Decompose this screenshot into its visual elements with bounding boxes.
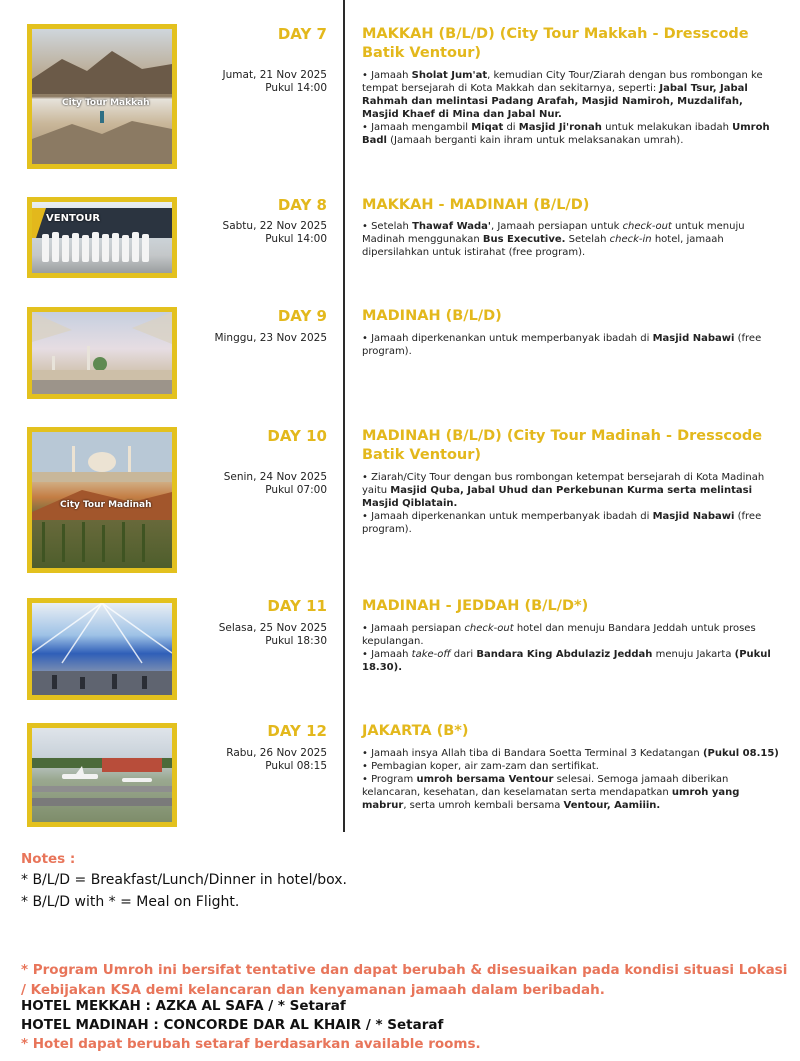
day-8-title: MAKKAH - MADINAH (B/L/D) bbox=[362, 197, 590, 213]
day-10-description: • Ziarah/City Tour dengan bus rombongan ketempat bersejarah di Kota Madinah yaitu Masjid Quba, Jabal Uhud dan Perkebunan Kurma serta melintasi Masjid Qiblatain. • Jamaah diperkenankan untuk memperbanyak ibadah di Masjid Nabawi (free program). bbox=[362, 472, 765, 535]
day-8-label: DAY 8 bbox=[277, 196, 327, 214]
day-11-label: DAY 11 bbox=[267, 597, 327, 615]
day-7-label: DAY 7 bbox=[277, 25, 327, 43]
day-11-photo bbox=[27, 598, 177, 700]
day-7-description: • Jamaah Sholat Jum'at, kemudian City Tour/Ziarah dengan bus rombongan ke tempat bersejarah di Kota Makkah dan sekitarnya, seperti: Jabal Tsur, Jabal Rahmah dan melintasi Padang Arafah, Masjid Namiroh, Muzdalifah, Masjid Khaef di Mina dan Jabal Nur. • Jamaah mengambil Miqat di Masjid Ji'ronah untuk melakukan ibadah Umroh Badl (Jamaah berganti kain ihram untuk melaksanakan umrah). bbox=[362, 70, 770, 146]
note-line-2: * B/L/D with * = Meal on Flight. bbox=[21, 894, 240, 910]
day-7-title: MAKKAH (B/L/D) (City Tour Makkah - Dresscode Batik Ventour) bbox=[362, 26, 749, 61]
day-9-label: DAY 9 bbox=[277, 307, 327, 325]
day-12-label: DAY 12 bbox=[267, 722, 327, 740]
day-8-photo bbox=[27, 197, 177, 278]
day-10-photo-caption: City Tour Madinah bbox=[60, 500, 152, 510]
disclaimer-text: * Program Umroh ini bersifat tentative dan dapat berubah & disesuaikan pada kondisi situasi Lokasi / Kebijakan KSA demi kelancaran dan kenyamanan jamaah dalam beribadah. bbox=[21, 962, 788, 998]
hotel-mekkah: HOTEL MEKKAH : AZKA AL SAFA / * Setaraf bbox=[21, 998, 346, 1014]
day-11-date: Selasa, 25 Nov 2025 Pukul 18:30 bbox=[218, 622, 327, 647]
note-line-1: * B/L/D = Breakfast/Lunch/Dinner in hotel/box. bbox=[21, 872, 347, 888]
day-12-date: Rabu, 26 Nov 2025 Pukul 08:15 bbox=[226, 747, 327, 772]
day-10-date: Senin, 24 Nov 2025 Pukul 07:00 bbox=[223, 471, 327, 496]
day-10-label: DAY 10 bbox=[267, 427, 327, 445]
day-11-title: MADINAH - JEDDAH (B/L/D*) bbox=[362, 598, 589, 614]
notes-title: Notes : bbox=[21, 851, 76, 867]
hotel-note: * Hotel dapat berubah setaraf berdasarkan available rooms. bbox=[21, 1036, 481, 1052]
day-9-date: Minggu, 23 Nov 2025 bbox=[214, 332, 327, 344]
day-7-photo-caption: City Tour Makkah bbox=[62, 98, 150, 108]
day-9-photo bbox=[27, 307, 177, 399]
day-12-photo bbox=[27, 723, 177, 827]
day-12-description: • Jamaah insya Allah tiba di Bandara Soetta Terminal 3 Kedatangan (Pukul 08.15) • Pembagian koper, air zam-zam dan sertifikat. • Program umroh bersama Ventour selesai. Semoga jamaah diberikan kelancaran, kesehatan, dan keselamatan serta mendapatkan umroh yang mabrur, serta umroh kembali bersama Ventour, Aamiiin. bbox=[362, 748, 779, 811]
day-9-description: • Jamaah diperkenankan untuk memperbanyak ibadah di Masjid Nabawi (free program). bbox=[362, 333, 762, 357]
day-10-title: MADINAH (B/L/D) (City Tour Madinah - Dresscode Batik Ventour) bbox=[362, 428, 763, 463]
day-9-title: MADINAH (B/L/D) bbox=[362, 308, 502, 324]
day-12-title: JAKARTA (B*) bbox=[362, 723, 469, 739]
day-11-description: • Jamaah persiapan check-out hotel dan menuju Bandara Jeddah untuk proses kepulangan. • Jamaah take-off dari Bandara King Abdulaziz Jeddah menuju Jakarta (Pukul 18.30). bbox=[362, 623, 771, 673]
timeline-divider bbox=[343, 0, 345, 832]
day-10-photo bbox=[27, 427, 177, 573]
day-8-photo-caption: VENTOUR bbox=[46, 213, 101, 224]
hotel-madinah: HOTEL MADINAH : CONCORDE DAR AL KHAIR / * Setaraf bbox=[21, 1017, 444, 1033]
day-7-photo bbox=[27, 24, 177, 169]
day-8-description: • Setelah Thawaf Wada', Jamaah persiapan untuk check-out untuk menuju Madinah menggunakan Bus Executive. Setelah check-in hotel, jamaah dipersilahkan untuk istirahat (free program). bbox=[362, 221, 745, 258]
day-7-date: Jumat, 21 Nov 2025 Pukul 14:00 bbox=[222, 69, 327, 94]
day-8-date: Sabtu, 22 Nov 2025 Pukul 14:00 bbox=[222, 220, 327, 245]
